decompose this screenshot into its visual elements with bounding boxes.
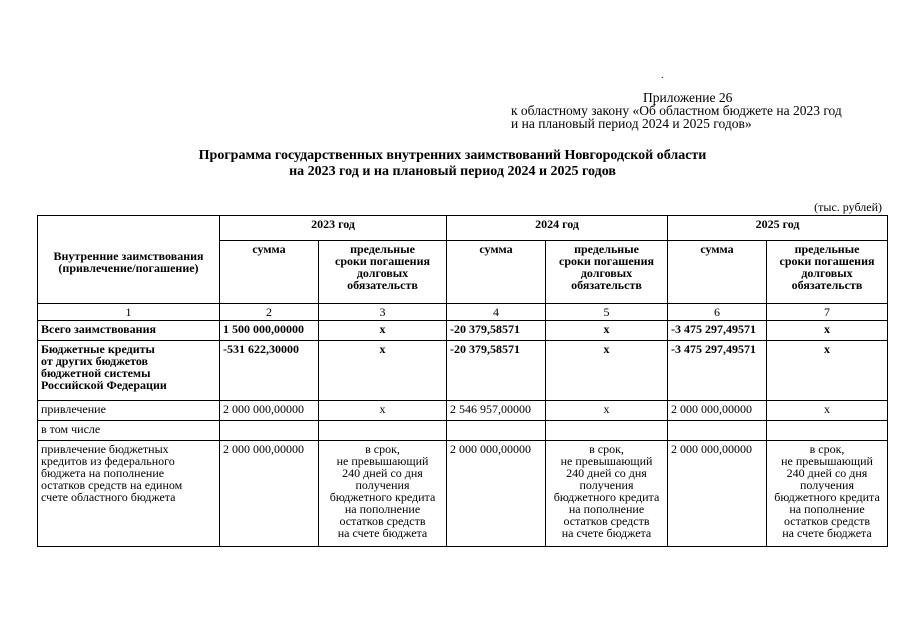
cell-sum-2024: -20 379,58571: [447, 341, 546, 401]
table-row-budget-credits: [38, 341, 888, 401]
cell-sum-2023: -531 622,30000: [220, 341, 319, 401]
header-term-2024: предельные сроки погашения долговых обязательств: [546, 241, 668, 304]
stray-mark: .: [661, 70, 664, 81]
row-label: Всего заимствования: [38, 321, 220, 341]
col-number: 6: [668, 304, 767, 321]
cell-sum-2025: -3 475 297,49571: [668, 321, 767, 341]
row-label: привлечение бюджетных кредитов из федерального бюджета на пополнение остатков средств на едином счете областного бюджета: [38, 441, 220, 547]
header-row-years: [38, 216, 888, 241]
header-term-2025: предельные сроки погашения долговых обязательств: [767, 241, 888, 304]
unit-label: (тыс. рублей): [814, 200, 882, 214]
row-label: привлечение: [38, 401, 220, 421]
cell-term-2023: х: [319, 321, 447, 341]
header-term-2023: предельные сроки погашения долговых обязательств: [319, 241, 447, 304]
table-row-federal-credits: [38, 441, 888, 547]
appendix-period-reference: и на плановый период 2024 и 2025 годов»: [511, 116, 752, 131]
cell-sum-2025: [668, 421, 767, 441]
cell-term-2025: х: [767, 341, 888, 401]
cell-term-2023: [319, 421, 447, 441]
cell-term-2023: х: [319, 401, 447, 421]
title-line-1: Программа государственных внутренних заимствований Новгородской области: [198, 148, 707, 163]
header-sum-2024: сумма: [447, 241, 546, 304]
cell-sum-2025: 2 000 000,00000: [668, 401, 767, 421]
cell-term-2024: [546, 421, 668, 441]
cell-sum-2023: 2 000 000,00000: [220, 401, 319, 421]
header-year-2023: 2023 год: [220, 216, 447, 241]
cell-term-2023: в срок, не превышающий 240 дней со дня получения бюджетного кредита на пополнение остатков средств на счете бюджета: [319, 441, 447, 547]
borrowings-table: [37, 215, 888, 547]
title-line-2: на 2023 год и на плановый период 2024 и 2025 годов: [289, 164, 616, 179]
col-number: 2: [220, 304, 319, 321]
table-row-including: [38, 421, 888, 441]
cell-sum-2024: 2 000 000,00000: [447, 441, 546, 547]
col-number: 4: [447, 304, 546, 321]
cell-term-2025: х: [767, 321, 888, 341]
cell-sum-2023: 1 500 000,00000: [220, 321, 319, 341]
col-number: 7: [767, 304, 888, 321]
column-number-row: [38, 304, 888, 321]
cell-sum-2025: -3 475 297,49571: [668, 341, 767, 401]
header-year-2025: 2025 год: [668, 216, 888, 241]
cell-sum-2024: [447, 421, 546, 441]
appendix-number: Приложение 26: [643, 90, 733, 105]
table-row-total: [38, 321, 888, 341]
appendix-law-reference: к областному закону «Об областном бюджете на 2023 год: [511, 103, 842, 118]
cell-term-2024: х: [546, 341, 668, 401]
cell-term-2024: х: [546, 321, 668, 341]
col-number: 3: [319, 304, 447, 321]
cell-term-2025: х: [767, 401, 888, 421]
cell-term-2024: в срок, не превышающий 240 дней со дня получения бюджетного кредита на пополнение остатков средств на счете бюджета: [546, 441, 668, 547]
row-label: в том числе: [38, 421, 220, 441]
appendix-note: [511, 91, 891, 130]
col-number: 5: [546, 304, 668, 321]
header-sum-2025: сумма: [668, 241, 767, 304]
row-label: Бюджетные кредиты от других бюджетов бюджетной системы Российской Федерации: [38, 341, 220, 401]
cell-sum-2023: 2 000 000,00000: [220, 441, 319, 547]
cell-sum-2024: 2 546 957,00000: [447, 401, 546, 421]
cell-term-2025: в срок, не превышающий 240 дней со дня получения бюджетного кредита на пополнение остатков средств на счете бюджета: [767, 441, 888, 547]
header-borrowings: Внутренние заимствования (привлечение/погашение): [38, 216, 220, 304]
header-year-2024: 2024 год: [447, 216, 668, 241]
col-number: 1: [38, 304, 220, 321]
table-row-attraction: [38, 401, 888, 421]
cell-sum-2024: -20 379,58571: [447, 321, 546, 341]
cell-term-2023: х: [319, 341, 447, 401]
cell-term-2024: х: [546, 401, 668, 421]
cell-sum-2025: 2 000 000,00000: [668, 441, 767, 547]
header-sum-2023: сумма: [220, 241, 319, 304]
cell-sum-2023: [220, 421, 319, 441]
cell-term-2025: [767, 421, 888, 441]
document-title: [0, 148, 905, 180]
